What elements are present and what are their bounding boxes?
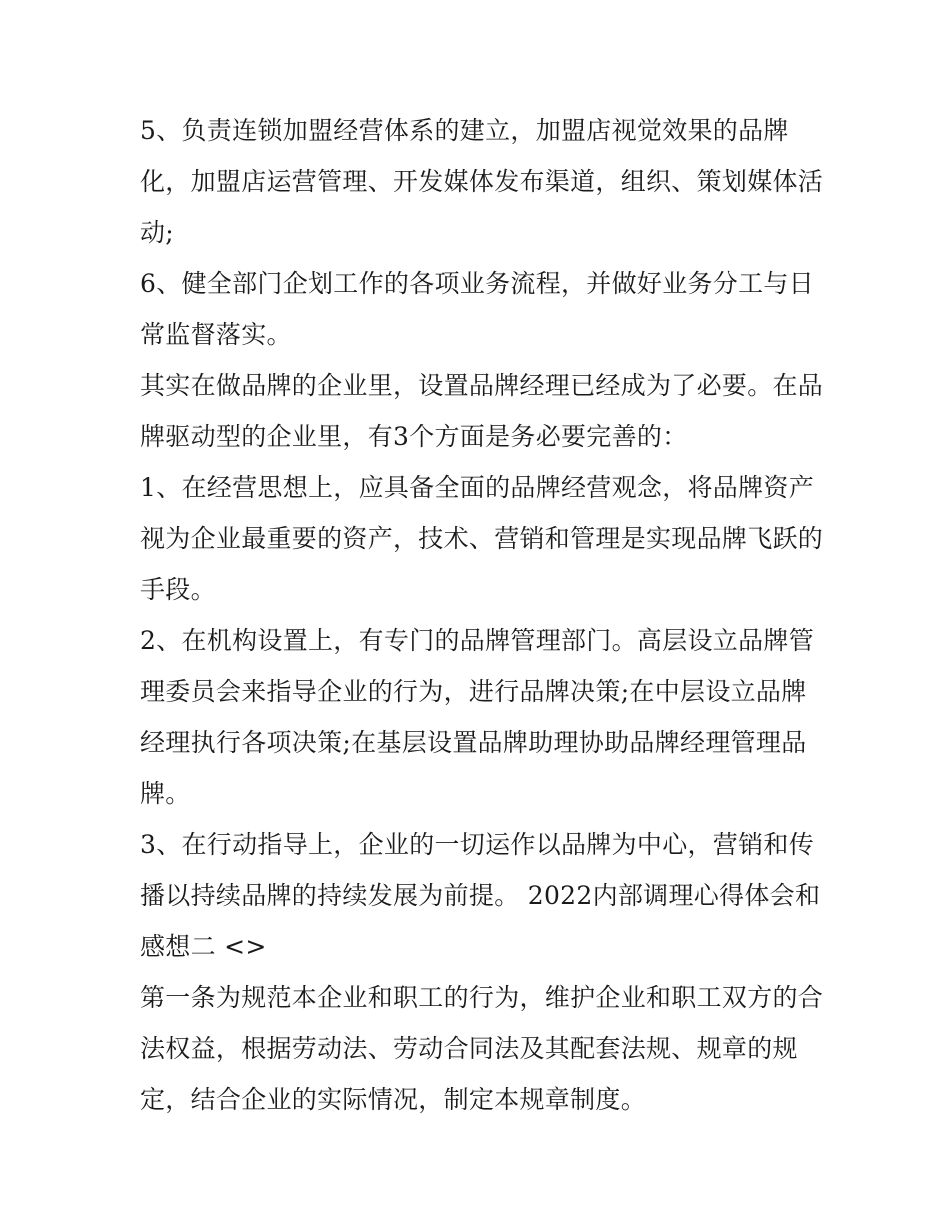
paragraph-item-6: 6、健全部门企划工作的各项业务流程，并做好业务分工与日常监督落实。	[140, 269, 815, 349]
paragraph-point-3: 3、在行动指导上，企业的一切运作以品牌为中心，营销和传播以持续品牌的持续发展为前提。 2022内部调理心得体会和感想二 <>	[140, 830, 821, 961]
paragraph-brand-manager-intro: 其实在做品牌的企业里，设置品牌经理已经成为了必要。在品牌驱动型的企业里，有3个方面是务必要完善的：	[140, 371, 824, 451]
paragraph-point-2: 2、在机构设置上，有专门的品牌管理部门。高层设立品牌管理委员会来指导企业的行为，进行品牌决策;在中层设立品牌经理执行各项决策;在基层设置品牌助理协助品牌经理管理品牌。	[140, 626, 815, 808]
paragraph-item-5: 5、负责连锁加盟经营体系的建立，加盟店视觉效果的品牌化，加盟店运营管理、开发媒体发布渠道，组织、策划媒体活动;	[140, 116, 824, 247]
paragraph-article-1: 第一条为规范本企业和职工的行为，维护企业和职工双方的合法权益，根据劳动法、劳动合同法及其配套法规、规章的规定，结合企业的实际情况，制定本规章制度。	[140, 983, 824, 1114]
paragraph-point-1: 1、在经营思想上，应具备全面的品牌经营观念，将品牌资产视为企业最重要的资产，技术、营销和管理是实现品牌飞跃的手段。	[140, 473, 824, 604]
document-body	[140, 105, 830, 1125]
